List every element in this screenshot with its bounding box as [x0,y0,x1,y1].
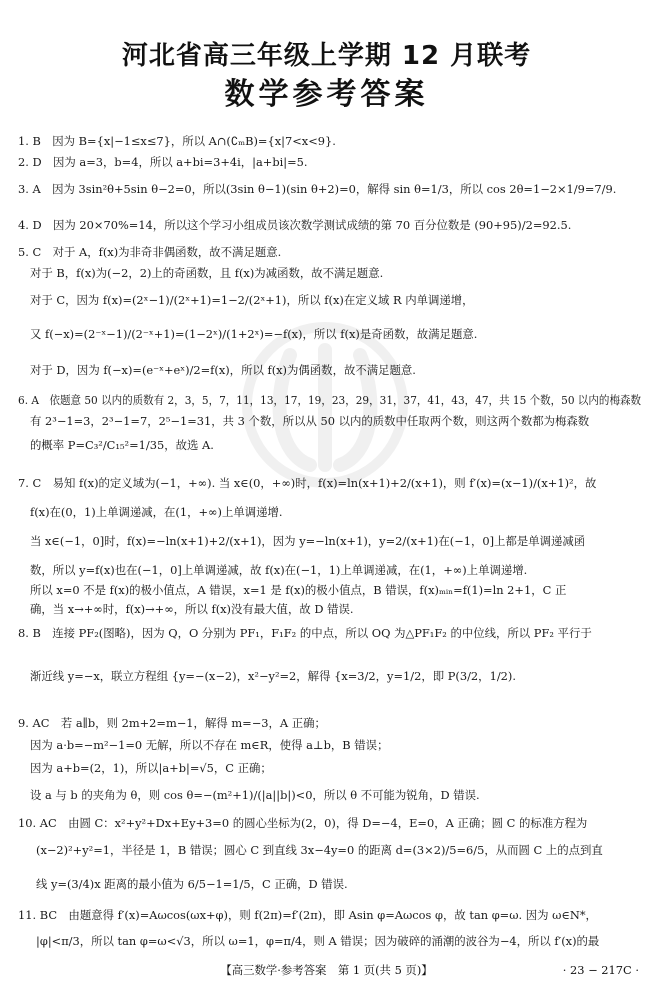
answer-line: (x−2)²+y²=1，半径是 1，B 错误；圆心 C 到直线 3x−4y=0 的距离 d=(3×2)/5=6/5，从而圆 C 上的点到直 [36,843,603,857]
answer-line: 对于 D，因为 f(−x)=(e⁻ˣ+eˣ)/2=f(x)，所以 f(x)为偶函数，故不满足题意. [30,363,416,377]
answer-line: 有 2³−1=3，2³−1=7，2⁵−1=31，共 3 个数，所以从 50 以内的质数中任取两个数，则这两个数都为梅森数 [30,414,590,428]
answer-line: 对于 B，f(x)为(−2，2)上的奇函数，且 f(x)为减函数，故不满足题意. [30,266,384,280]
answer-line: 渐近线 y=−x，联立方程组 {y=−(x−2)，x²−y²=2，解得 {x=3/2，y=1/2，即 P(3/2，1/2). [30,669,516,683]
answer-line: 1. B 因为 B={x|−1≤x≤7}，所以 A∩(∁ₘB)={x|7<x<9}. [18,134,336,148]
answer-line: 10. AC 由圆 C：x²+y²+Dx+Ey+3=0 的圆心坐标为(2，0)，得 D=−4，E=0，A 正确；圆 C 的标准方程为 [18,816,588,830]
answer-line: 4. D 因为 20×70%=14，所以这个学习小组成员该次数学测试成绩的第 70 百分位数是 (90+95)/2=92.5. [18,218,572,232]
answer-line: 9. AC 若 a∥b，则 2m+2=m−1，解得 m=−3，A 正确； [18,716,326,730]
page-footer: 【高三数学·参考答案 第 1 页(共 5 页)】 [220,963,433,977]
answer-line: |φ|<π/3，所以 tan φ=ω<√3，所以 ω=1，φ=π/4，则 A 错误；因为破碎的涌潮的波谷为−4，所以 f′(x)的最 [36,934,600,948]
answer-line: 6. A 依题意 50 以内的质数有 2，3，5，7，11，13，17，19，23，29，31，37，41，43，47，共 15 个数，50 以内的梅森数 [18,393,641,407]
document-code: · 23 − 217C · [562,963,639,977]
answer-line: 线 y=(3/4)x 距离的最小值为 6/5−1=1/5，C 正确，D 错误. [36,877,348,891]
answer-line: 2. D 因为 a=3，b=4，所以 a+bi=3+4i，|a+bi|=5. [18,155,308,169]
answer-line: 数，所以 y=f(x)也在(−1，0]上单调递减，故 f(x)在(−1，1)上单调递减，在(1，+∞)上单调递增. [30,563,528,577]
answer-line: 的概率 P=C₃²/C₁₅²=1/35，故选 A. [30,438,214,452]
answer-line: 对于 C，因为 f(x)=(2ˣ−1)/(2ˣ+1)=1−2/(2ˣ+1)，所以 f(x)在定义域 R 内单调递增， [30,293,474,307]
answer-line: 8. B 连接 PF₂(图略)，因为 Q，O 分别为 PF₁，F₁F₂ 的中点，所以 OQ 为△PF₁F₂ 的中位线，所以 PF₂ 平行于 [18,626,592,640]
answer-line: 因为 a+b=(2，1)，所以|a+b|=√5，C 正确； [30,761,272,775]
exam-title: 河北省高三年级上学期 12 月联考 [121,41,532,71]
answer-line: 确，当 x→+∞时，f(x)→+∞，所以 f(x)没有最大值，故 D 错误. [30,602,354,616]
answer-line: 又 f(−x)=(2⁻ˣ−1)/(2⁻ˣ+1)=(1−2ˣ)/(1+2ˣ)=−f(x)，所以 f(x)是奇函数，故满足题意. [30,327,478,341]
answer-line: 因为 a·b=−m²−1=0 无解，所以不存在 m∈R，使得 a⊥b，B 错误； [30,738,389,752]
answer-line: 3. A 因为 3sin²θ+5sin θ−2=0，所以(3sin θ−1)(sin θ+2)=0，解得 sin θ=1/3，所以 cos 2θ=1−2×1/9=7/9. [18,182,617,196]
answer-line: 设 a 与 b 的夹角为 θ，则 cos θ=−(m²+1)/(|a||b|)<0，所以 θ 不可能为锐角，D 错误. [30,788,480,802]
answer-key-title: 数学参考答案 [224,77,429,112]
answer-line: 5. C 对于 A，f(x)为非奇非偶函数，故不满足题意. [18,245,282,259]
answer-line: 7. C 易知 f(x)的定义域为(−1，+∞). 当 x∈(0，+∞)时，f(x)=ln(x+1)+2/(x+1)，则 f′(x)=(x−1)/(x+1)²，故 [18,476,597,490]
answer-line: 当 x∈(−1，0]时，f(x)=−ln(x+1)+2/(x+1)，因为 y=−ln(x+1)，y=2/(x+1)在(−1，0]上都是单调递减函 [30,534,586,548]
answer-line: 11. BC 由题意得 f′(x)=Aωcos(ωx+φ)，则 f(2π)=f′(2π)，即 Asin φ=Aωcos φ，故 tan φ=ω. 因为 ω∈N*， [18,908,597,922]
answer-line: f(x)在(0，1)上单调递减，在(1，+∞)上单调递增. [30,505,283,519]
answer-line: 所以 x=0 不是 f(x)的极小值点，A 错误，x=1 是 f(x)的极小值点，B 错误，f(x)ₘᵢₙ=f(1)=ln 2+1，C 正 [30,583,567,597]
